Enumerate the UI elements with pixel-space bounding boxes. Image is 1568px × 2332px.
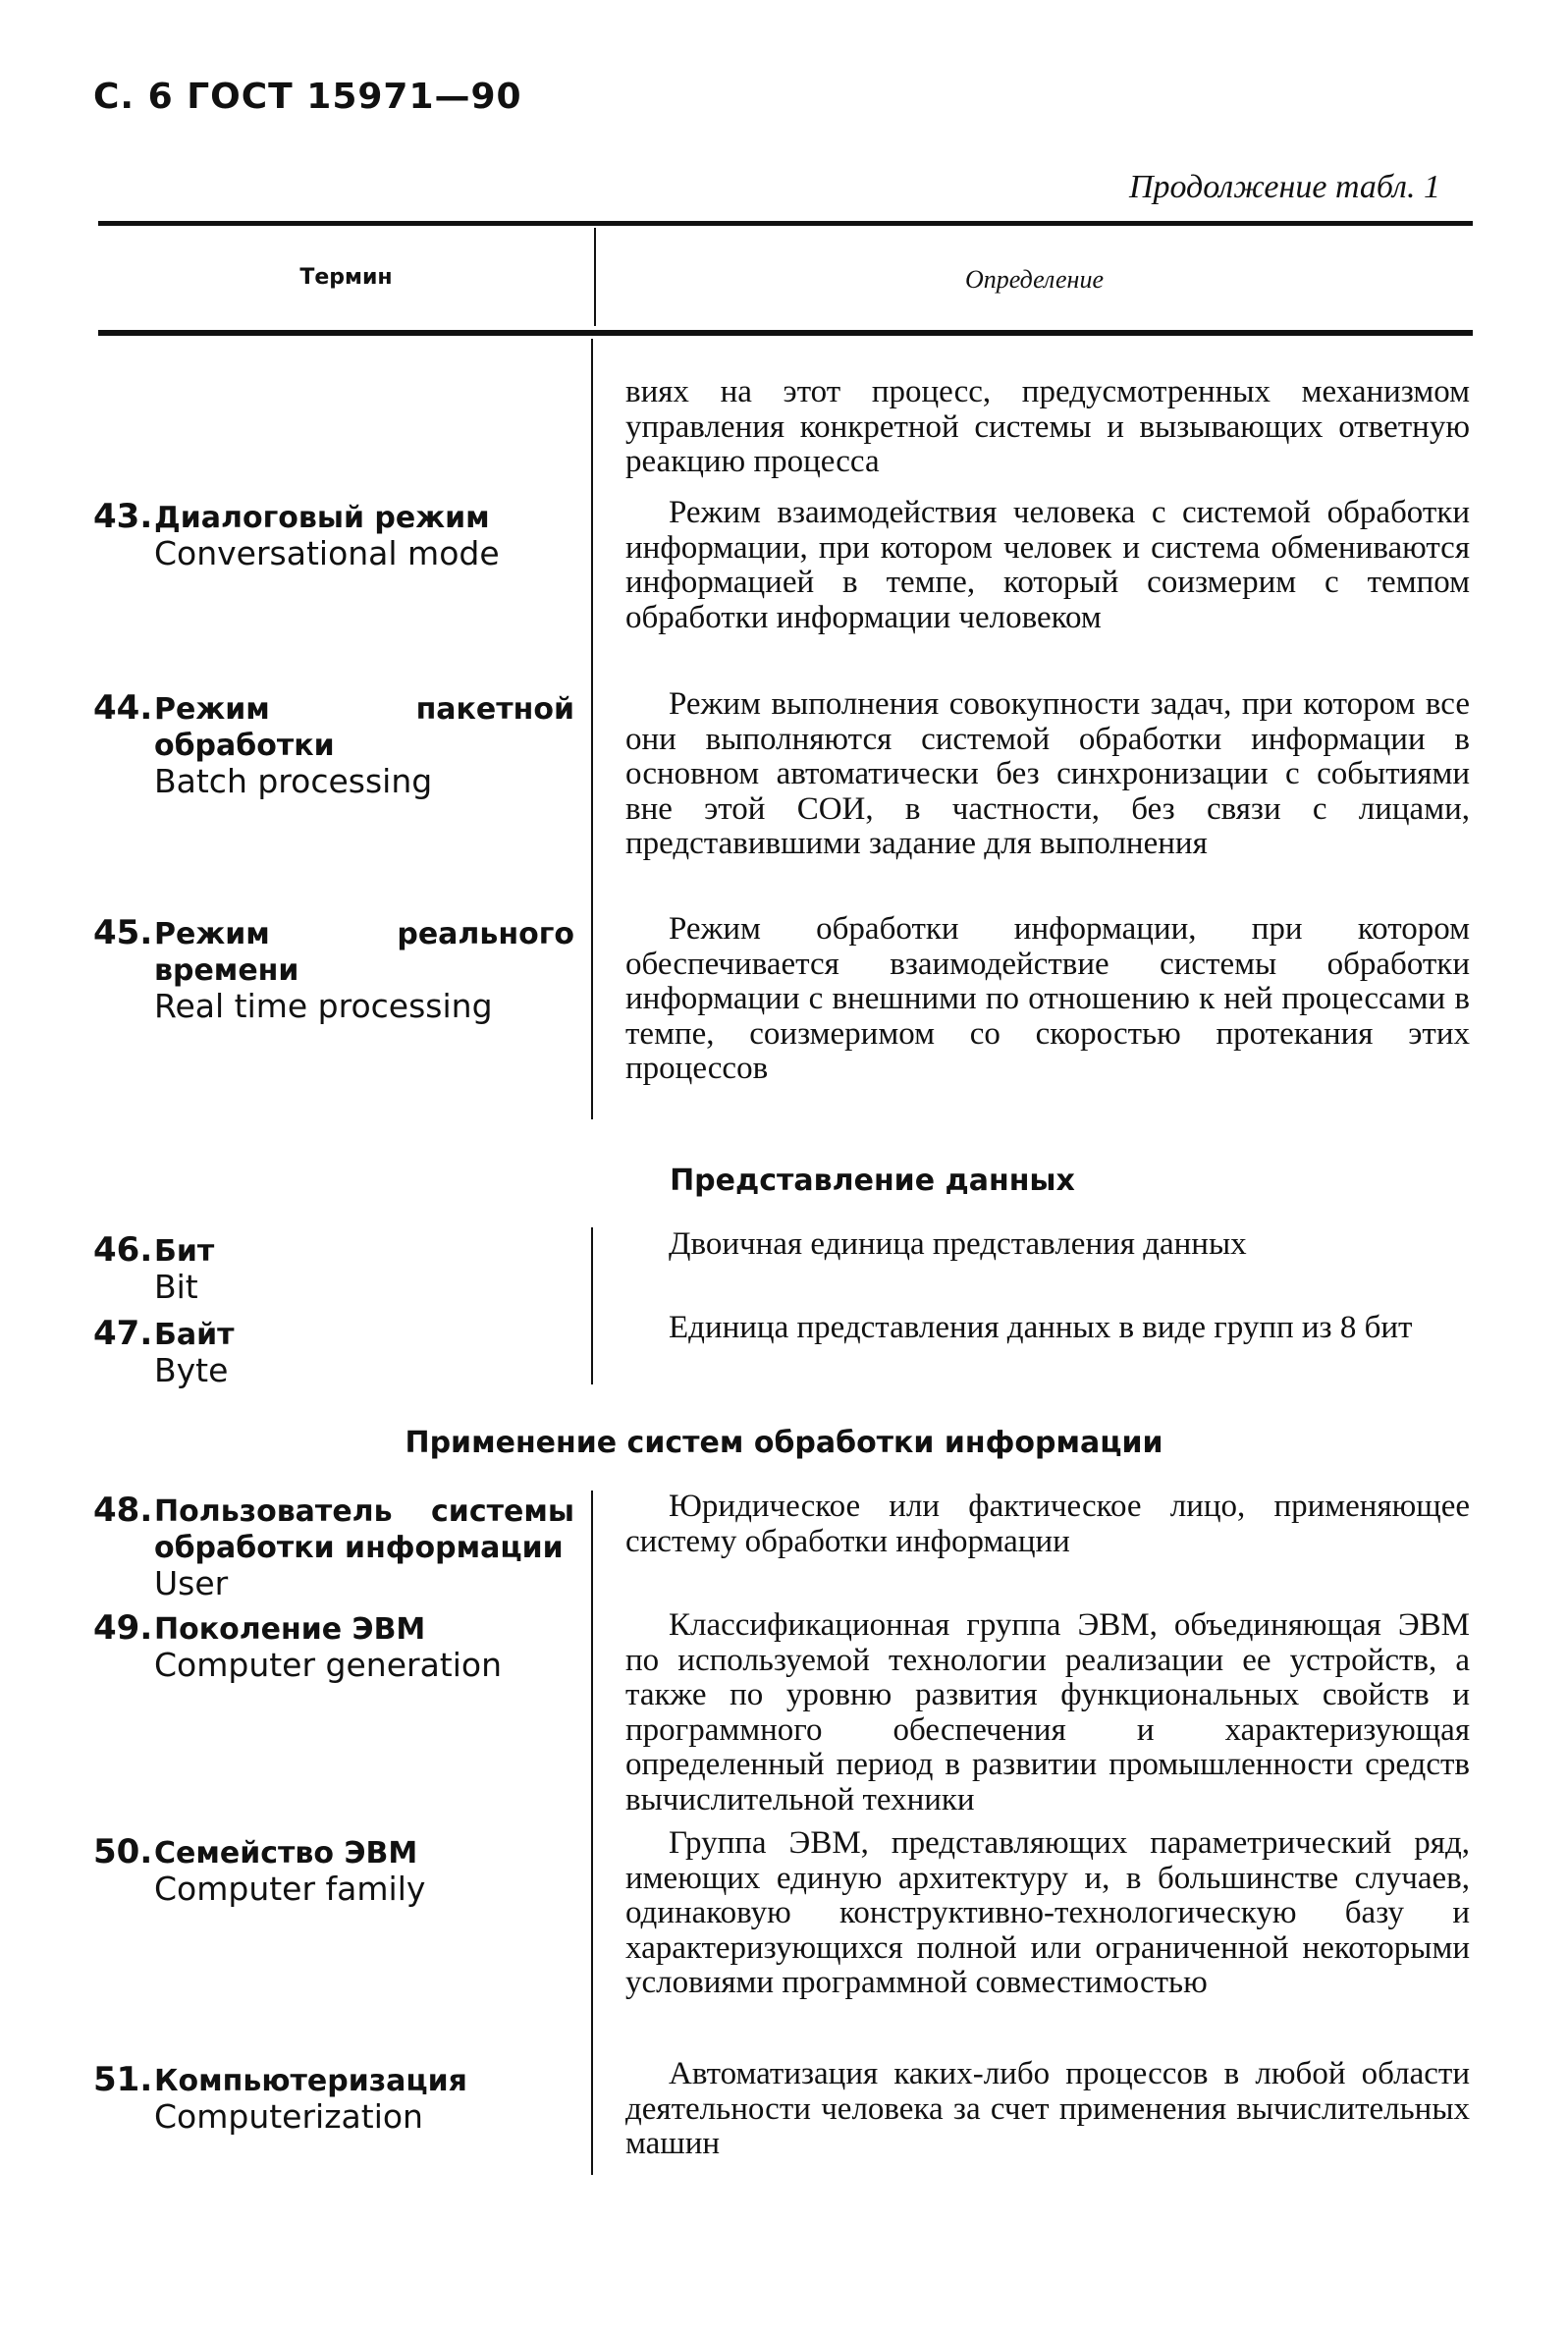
term-45 (93, 915, 574, 1024)
term-number: 43. (93, 497, 153, 536)
term-46 (93, 1232, 574, 1305)
term-english: Real time processing (154, 987, 493, 1025)
column-divider (591, 1227, 593, 1384)
term-russian: Диалоговый режим (154, 501, 490, 535)
section-heading-data-representation: Представление данных (670, 1164, 1075, 1198)
term-english: Conversational mode (154, 534, 500, 572)
section-heading-application: Применение систем обработки информации (405, 1426, 1163, 1460)
column-header-definition: Определение (965, 265, 1104, 294)
term-number: 50. (93, 1832, 153, 1871)
column-divider (591, 1491, 593, 2175)
term-russian: Семейство ЭВМ (154, 1836, 418, 1871)
term-47 (93, 1316, 574, 1388)
definition-49 (625, 1608, 1470, 1817)
term-russian: Режим реального времени (154, 917, 574, 988)
column-divider (591, 339, 593, 1119)
definition-text: Режим взаимодействия человека с системой обработки информации, при котором человек и система обмениваются информацией в темпе, который соизмерим с темпом обработки информации человеком (625, 495, 1470, 635)
term-number: 49. (93, 1608, 153, 1648)
definition-text: Классификационная группа ЭВМ, объединяющая ЭВМ по используемой технологии реализации ее устройств, а также по уровню развития функциональных свойств и программного обеспечения и характеризующая определенный период в развитии промышленности средств вычислительной техники (625, 1607, 1470, 1817)
term-russian: Режим пакетной обработки (154, 692, 574, 763)
definition-text: Юридическое или фактическое лицо, применяющее систему обработки информации (625, 1489, 1470, 1559)
definition-45 (625, 912, 1470, 1087)
term-english: Computer generation (154, 1646, 503, 1684)
table-top-rule (98, 221, 1473, 226)
definition-47 (625, 1311, 1470, 1346)
definition-51 (625, 2057, 1470, 2162)
definition-carryover: виях на этот процесс, предусмотренных механизмом управления конкретной системы и вызывающих ответную реакцию процесса (625, 374, 1470, 479)
term-50 (93, 1834, 574, 1907)
term-russian: Байт (154, 1318, 235, 1352)
definition-text: Группа ЭВМ, представляющих параметрический ряд, имеющих единую архитектуру и, в большинстве случаев, одинаковую конструктивно-технологическую базу и характеризующихся полной или ограниченной некоторыми условиями программной совместимостью (625, 1825, 1470, 2000)
page-header: С. 6 ГОСТ 15971—90 (93, 77, 522, 117)
term-english: User (154, 1564, 229, 1602)
term-51 (93, 2062, 574, 2135)
term-44 (93, 690, 574, 799)
definition-46 (625, 1227, 1470, 1263)
term-49 (93, 1610, 574, 1683)
term-english: Computer family (154, 1870, 426, 1908)
term-number: 46. (93, 1230, 153, 1270)
definition-text: Единица представления данных в виде групп из 8 бит (669, 1310, 1413, 1345)
term-number: 47. (93, 1314, 153, 1353)
term-number: 48. (93, 1491, 153, 1530)
term-english: Computerization (154, 2097, 423, 2136)
term-english: Bit (154, 1268, 198, 1306)
definition-text: Режим обработки информации, при котором обеспечивается взаимодействие системы обработки информации с внешними по отношению к ней процессами в темпе, соизмеримом со скоростью протекания этих процессов (625, 911, 1470, 1086)
definition-text: Режим выполнения совокупности задач, при котором все они выполняются системой обработки информации в основном автоматически без синхронизации с событиями вне этой СОИ, в частности, без связи с лицами, представившими задание для выполнения (625, 686, 1470, 861)
definition-43 (625, 496, 1470, 635)
column-header-term: Термин (299, 265, 393, 290)
table-continuation-label: Продолжение табл. 1 (1128, 169, 1440, 205)
definition-text: Автоматизация каких-либо процессов в любой области деятельности человека за счет применения вычислительных машин (625, 2056, 1470, 2161)
term-number: 45. (93, 913, 153, 952)
definition-44 (625, 687, 1470, 862)
term-number: 44. (93, 688, 153, 728)
term-english: Batch processing (154, 762, 433, 800)
term-russian: Пользователь системы обработки информации (154, 1494, 574, 1565)
term-russian: Бит (154, 1234, 215, 1269)
term-number: 51. (93, 2060, 153, 2099)
definition-text: Двоичная единица представления данных (669, 1226, 1247, 1262)
definition-48 (625, 1490, 1470, 1559)
term-43 (93, 499, 574, 571)
term-russian: Поколение ЭВМ (154, 1612, 426, 1647)
definition-50 (625, 1826, 1470, 2001)
term-english: Byte (154, 1351, 229, 1389)
table-header-rule (98, 330, 1473, 336)
term-48 (93, 1492, 574, 1601)
term-russian: Компьютеризация (154, 2064, 467, 2098)
